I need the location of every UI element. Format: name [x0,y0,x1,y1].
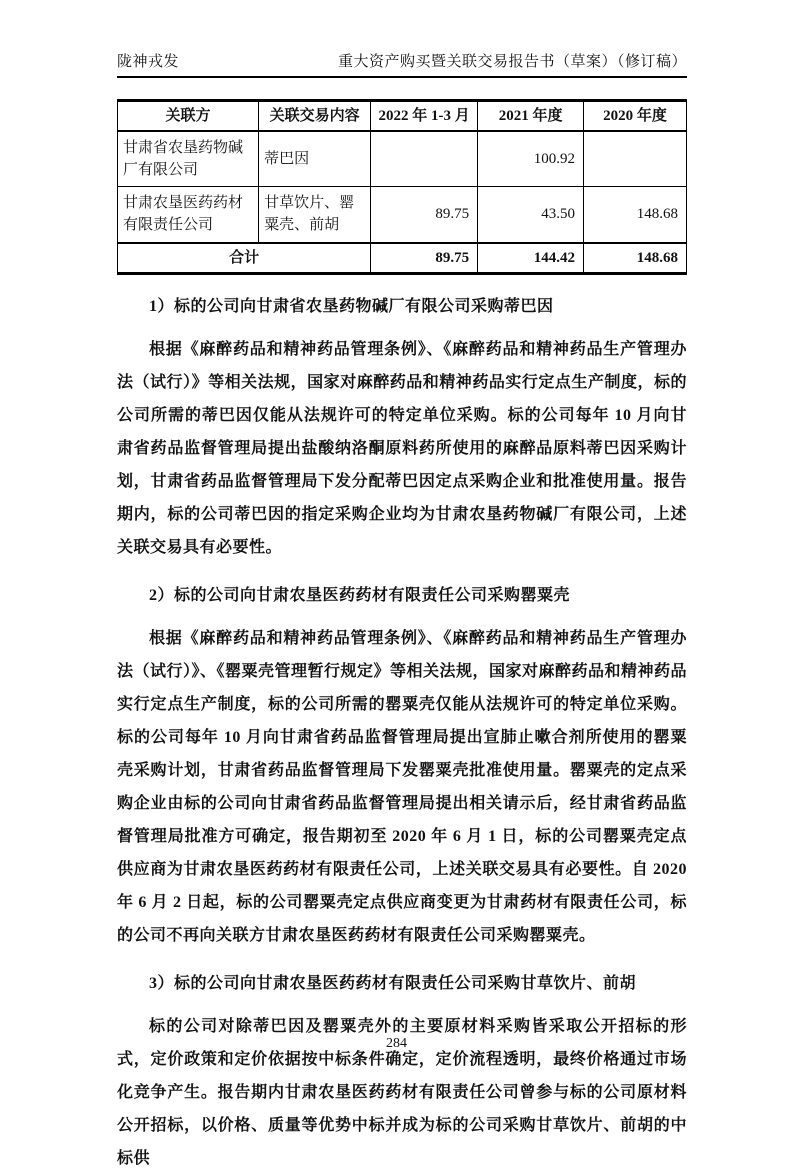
column-header-2021: 2021 年度 [478,101,584,131]
header-right-title: 重大资产购买暨关联交易报告书（草案）（修订稿） [337,54,687,70]
cell-2020 [583,131,686,187]
cell-2022: 89.75 [371,187,478,243]
total-label: 合计 [118,243,371,274]
table-header-row [118,101,687,131]
column-header-2020: 2020 年度 [583,101,686,131]
section-3-paragraph: 标的公司对除蒂巴因及罂粟壳外的主要原材料采购皆采取公开招标的形式，定价政策和定价依据按中标条件确定，定价流程透明，最终价格通过市场化竞争产生。报告期内甘肃农垦医药药材有限责任公司曾参与标的公司原材料公开招标，以价格、质量等优势中标并成为标的公司采购甘草饮片、前胡的中标供 [117,1018,687,1167]
cell-2021: 43.50 [478,187,584,243]
related-transactions-table [117,99,687,275]
section-3-heading: 3）标的公司向甘肃农垦医药药材有限责任公司采购甘草饮片、前胡 [149,975,637,992]
total-2020: 148.68 [583,243,686,274]
running-header [117,50,687,78]
header-left-title: 陇神戎发 [117,54,180,70]
section-1-paragraph: 根据《麻醉药品和精神药品管理条例》、《麻醉药品和精神药品生产管理办法（试行）》等相关法规，国家对麻醉药品和精神药品实行定点生产制度，标的公司所需的蒂巴因仅能从法规许可的特定单位采购。标的公司每年 10 月向甘肃省药品监督管理局提出盐酸纳洛酮原料药所使用的麻醉品原料蒂巴因采购计划，甘肃省药品监督管理局下发分配蒂巴因定点采购企业和批准使用量。报告期内，标的公司蒂巴因的指定采购企业均为甘肃农垦药物碱厂有限公司，上述关联交易具有必要性。 [117,341,687,556]
table-row [118,131,687,187]
page-number: 284 [386,1036,407,1051]
total-2022: 89.75 [371,243,478,274]
column-header-content: 关联交易内容 [259,101,371,131]
table-total-row [118,243,687,274]
cell-2021: 100.92 [478,131,584,187]
column-header-party: 关联方 [118,101,259,131]
section-2-heading: 2）标的公司向甘肃农垦医药药材有限责任公司采购罂粟壳 [149,587,571,604]
column-header-2022: 2022 年 1-3 月 [371,101,478,131]
section-2-paragraph: 根据《麻醉药品和精神药品管理条例》、《麻醉药品和精神药品生产管理办法（试行）》、《罂粟壳管理暂行规定》等相关法规，国家对麻醉药品和精神药品实行定点生产制度，标的公司所需的罂粟壳仅能从法规许可的特定单位采购。标的公司每年 10 月向甘肃省药品监督管理局提出宣肺止嗽合剂所使用的罂粟壳采购计划，甘肃省药品监督管理局下发罂粟壳批准使用量。罂粟壳的定点采购企业由标的公司向甘肃省药品监督管理局提出相关请示后，经甘肃省药品监督管理局批准方可确定，报告期初至 2020 年 6 月 1 日，标的公司罂粟壳定点供应商为甘肃农垦医药药材有限责任公司，上述关联交易具有必要性。自 2020 年 6 月 2 日起，标的公司罂粟壳定点供应商变更为甘肃药材有限责任公司，标的公司不再向关联方甘肃农垦医药药材有限责任公司采购罂粟壳。 [117,630,688,944]
cell-2022 [371,131,478,187]
total-2021: 144.42 [478,243,584,274]
cell-2020: 148.68 [583,187,686,243]
cell-content: 蒂巴因 [259,131,371,187]
cell-party: 甘肃省农垦药物碱厂有限公司 [118,131,259,187]
table-row [118,187,687,243]
cell-content: 甘草饮片、罂粟壳、前胡 [259,187,371,243]
cell-party: 甘肃农垦医药药材有限责任公司 [118,187,259,243]
section-1-heading: 1）标的公司向甘肃省农垦药物碱厂有限公司采购蒂巴因 [149,298,554,315]
